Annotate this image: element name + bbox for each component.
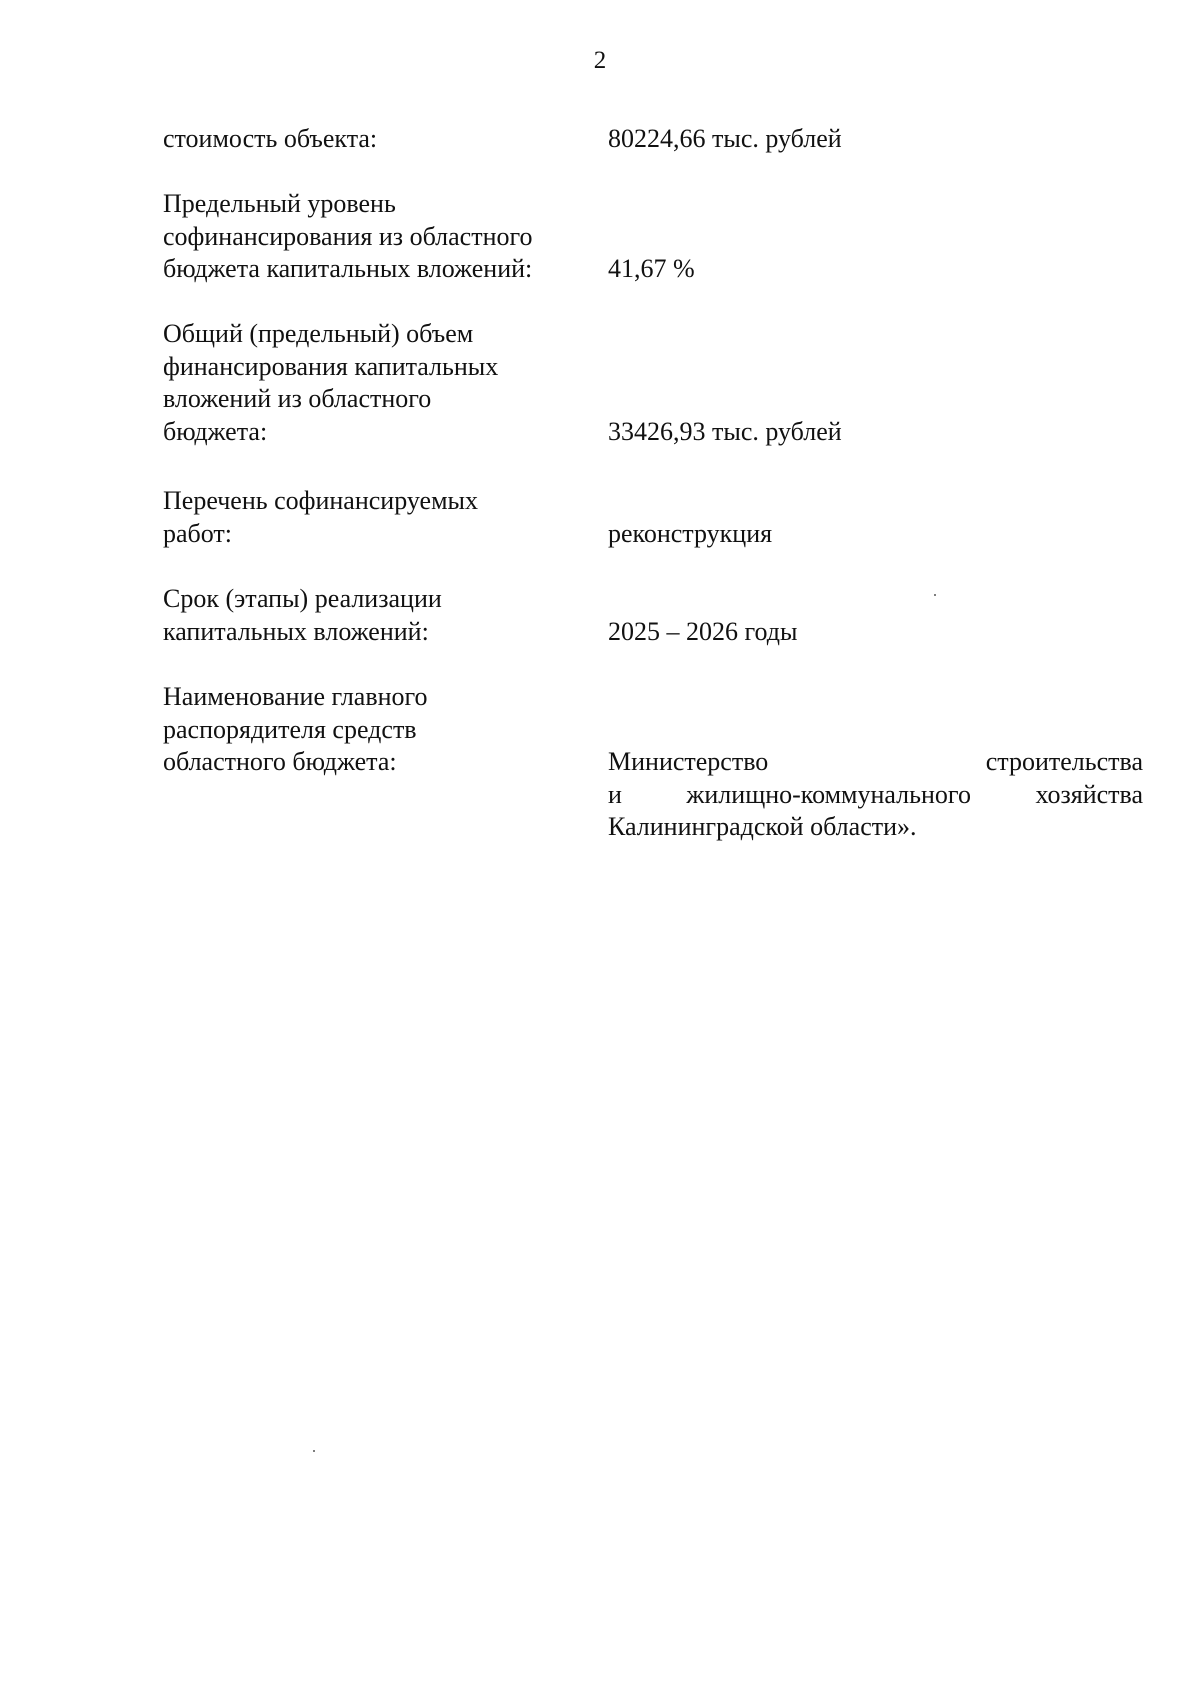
field-value: реконструкция xyxy=(608,518,773,548)
value-word: Министерство xyxy=(608,747,769,776)
scan-speck xyxy=(313,1450,315,1452)
field-label xyxy=(163,188,583,286)
field-value-ministry xyxy=(608,746,1143,844)
label-line: Наименование главного xyxy=(163,682,428,711)
label-line: Перечень софинансируемых xyxy=(163,486,478,515)
field-label xyxy=(163,681,583,779)
label-line: распорядителя средств xyxy=(163,714,417,744)
value-word: Калининградской области». xyxy=(608,812,917,841)
field-label xyxy=(163,583,583,648)
value-line xyxy=(608,811,1143,844)
field-label xyxy=(163,318,583,448)
field-value: 2025 – 2026 годы xyxy=(608,616,798,646)
label-line: бюджета капитальных вложений: xyxy=(163,254,533,283)
field-label xyxy=(163,123,583,156)
label-line: работ: xyxy=(163,518,233,548)
scan-speck xyxy=(934,594,936,596)
value-word: и xyxy=(608,779,622,809)
value-word: строительства xyxy=(985,747,1143,776)
value-line xyxy=(608,779,1143,812)
label-line: стоимость объекта: xyxy=(163,124,378,153)
value-word: жилищно-коммунального xyxy=(686,779,971,809)
label-line: вложений из областного xyxy=(163,384,432,413)
field-value: 41,67 % xyxy=(608,254,695,283)
label-line: бюджета: xyxy=(163,416,268,446)
value-line xyxy=(608,746,1143,779)
label-line: финансирования капитальных xyxy=(163,351,499,381)
label-line: Предельный уровень xyxy=(163,189,396,218)
label-line: капитальных вложений: xyxy=(163,616,429,646)
field-value: 33426,93 тыс. рублей xyxy=(608,416,842,446)
label-line: областного бюджета: xyxy=(163,747,397,776)
value-word: хозяйства xyxy=(1035,779,1143,809)
field-label xyxy=(163,485,583,550)
label-line: Срок (этапы) реализации xyxy=(163,584,442,613)
label-line: Общий (предельный) объем xyxy=(163,319,474,348)
label-line: софинансирования из областного xyxy=(163,221,533,251)
page-number: 2 xyxy=(593,47,607,74)
field-value: 80224,66 тыс. рублей xyxy=(608,124,842,153)
